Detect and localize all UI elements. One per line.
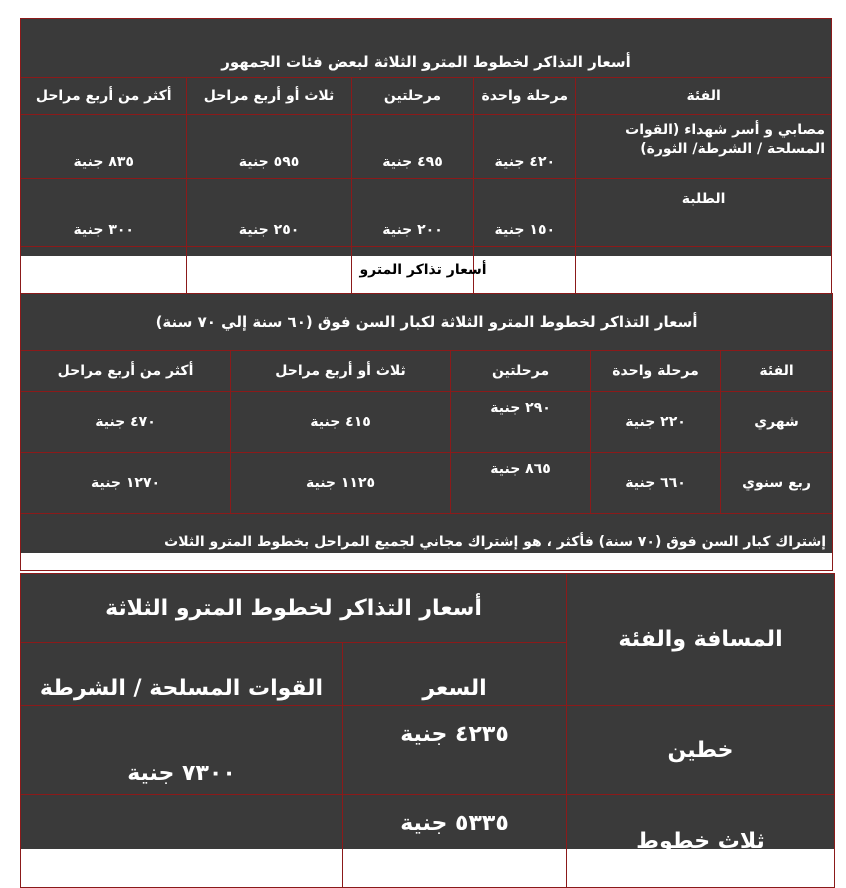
column-header: الفئة <box>721 351 833 392</box>
price-cell: ١١٢٥ جنية <box>231 453 451 514</box>
table-row <box>21 115 832 179</box>
table-title: أسعار التذاكر لخطوط المترو الثلاثة لبعض فئات الجمهور <box>21 19 832 78</box>
table-lines <box>20 573 835 888</box>
price-cell: ٤٩٥ جنية <box>351 115 474 179</box>
table-row <box>21 706 835 795</box>
table-row <box>21 795 835 888</box>
price-cell: ٢٩٠ جنية <box>451 392 591 453</box>
table-row <box>21 392 833 453</box>
price-cell: ٢٥٠ جنية <box>187 179 351 247</box>
category-header: المسافة والفئة <box>567 574 835 706</box>
column-header: مرحلتين <box>351 78 474 115</box>
table-seniors <box>20 293 833 571</box>
column-header: أكثر من أربع مراحل <box>21 78 187 115</box>
price-cell: ٢٢٠ جنية <box>591 392 721 453</box>
table-panel-seniors <box>20 293 832 553</box>
price-cell: ٤٢٠ جنية <box>474 115 576 179</box>
category-cell: شهري <box>721 392 833 453</box>
column-header: أكثر من أربع مراحل <box>21 351 231 392</box>
column-header: ثلاث أو أربع مراحل <box>187 78 351 115</box>
price-cell: ٨٣٥ جنية <box>21 115 187 179</box>
column-header: مرحلتين <box>451 351 591 392</box>
category-cell: مصابي و أسر شهداء (القوات المسلحة / الشرطة/ الثورة) <box>576 115 832 179</box>
table-row <box>21 179 832 247</box>
price-cell: ٧٣٠٠ جنية <box>21 706 343 795</box>
caption: أسعار تذاكر المترو <box>359 262 487 278</box>
table-row <box>21 453 833 514</box>
category-cell: خطين <box>567 706 835 795</box>
price-cell: ٤٢٣٥ جنية <box>343 706 567 795</box>
price-cell: ٥٩٥ جنية <box>187 115 351 179</box>
price-cell: ١٥٠ جنية <box>474 179 576 247</box>
column-header: القوات المسلحة / الشرطة <box>21 643 343 706</box>
price-cell: ٨٦٥ جنية <box>451 453 591 514</box>
price-cell: ٦٦٠ جنية <box>591 453 721 514</box>
price-cell: ٤٧٠ جنية <box>21 392 231 453</box>
column-header: ثلاث أو أربع مراحل <box>231 351 451 392</box>
column-header: مرحلة واحدة <box>474 78 576 115</box>
category-cell: ثلاث خطوط <box>567 795 835 888</box>
price-cell: ٥٣٣٥ جنية <box>343 795 567 888</box>
category-cell: الطلبة <box>576 179 832 247</box>
price-cell: ٣٠٠ جنية <box>21 179 187 247</box>
category-cell: ربع سنوي <box>721 453 833 514</box>
price-cell: ١٢٧٠ جنية <box>21 453 231 514</box>
table-panel-lines <box>20 573 834 883</box>
table-panel-groups <box>20 18 832 256</box>
price-cell: ٧٣٠٠ جنية <box>21 795 343 888</box>
price-cell: ٢٠٠ جنية <box>351 179 474 247</box>
note-text: إشتراك كبار السن فوق (٧٠ سنة) فأكثر ، هو إشتراك مجاني لجميع المراحل بخطوط المترو الثلاث <box>21 514 833 571</box>
column-header: الفئة <box>576 78 832 115</box>
table-title: أسعار التذاكر لخطوط المترو الثلاثة لكبار السن فوق (٦٠ سنة إلي ٧٠ سنة) <box>21 294 833 351</box>
table-title: أسعار التذاكر لخطوط المترو الثلاثة <box>21 574 567 643</box>
column-header: مرحلة واحدة <box>591 351 721 392</box>
column-header: السعر <box>343 643 567 706</box>
price-cell: ٤١٥ جنية <box>231 392 451 453</box>
